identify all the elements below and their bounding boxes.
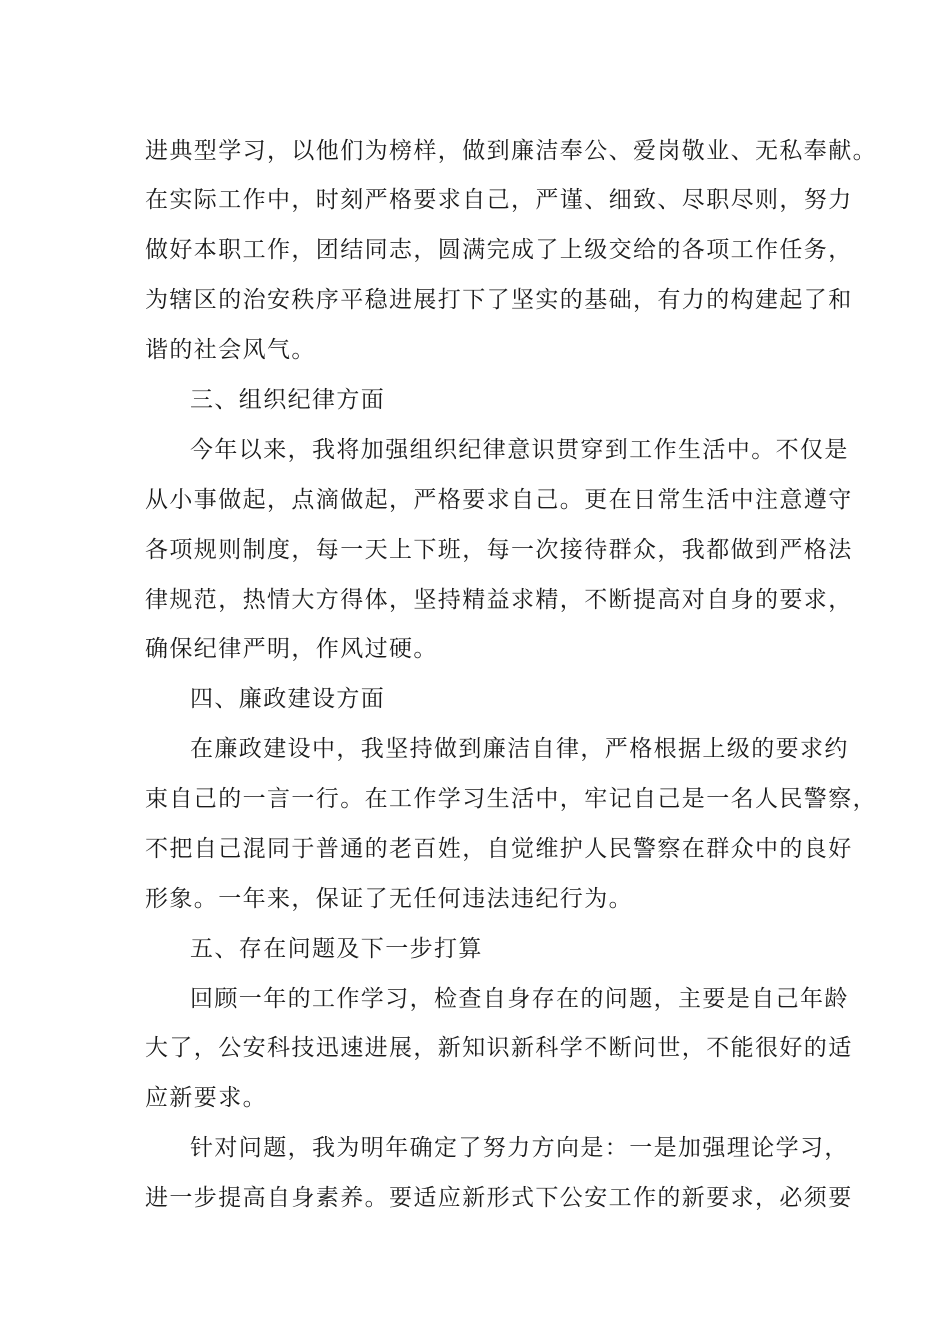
body-text-line: 应新要求。 (145, 1085, 267, 1111)
body-text-line: 形象。一年来，保证了无任何违法违纪行为。 (145, 886, 633, 912)
body-text-line: 针对问题，我为明年确定了努力方向是：一是加强理论学习， (190, 1135, 849, 1161)
body-text-line: 大了，公安科技迅速进展，新知识新科学不断问世，不能很好的适 (145, 1035, 853, 1061)
body-text-line: 进一步提高自身素养。要适应新形式下公安工作的新要求，必须要 (145, 1185, 853, 1211)
body-text-line: 谐的社会风气。 (145, 337, 316, 363)
body-text-line: 在廉政建设中，我坚持做到廉洁自律，严格根据上级的要求约 (190, 736, 849, 762)
section-heading: 四、廉政建设方面 (190, 686, 386, 712)
body-text-line: 从小事做起，点滴做起，严格要求自己。更在日常生活中注意遵守 (145, 487, 853, 513)
section-heading: 五、存在问题及下一步打算 (190, 936, 483, 962)
body-text-line: 在实际工作中，时刻严格要求自己，严谨、细致、尽职尽则，努力 (145, 187, 853, 213)
body-text-line: 确保纪律严明，作风过硬。 (145, 636, 438, 662)
body-text-line: 回顾一年的工作学习，检查自身存在的问题，主要是自己年龄 (190, 986, 849, 1012)
body-text-line: 律规范，热情大方得体，坚持精益求精，不断提高对自身的要求， (145, 587, 853, 613)
body-text-line: 做好本职工作，团结同志，圆满完成了上级交给的各项工作任务， (145, 237, 853, 263)
body-text-line: 进典型学习，以他们为榜样，做到廉洁奉公、爱岗敬业、无私奉献。 (145, 138, 877, 164)
body-text-line: 各项规则制度，每一天上下班，每一次接待群众，我都做到严格法 (145, 537, 853, 563)
section-heading: 三、组织纪律方面 (190, 387, 386, 413)
body-text-line: 为辖区的治安秩序平稳进展打下了坚实的基础，有力的构建起了和 (145, 287, 853, 313)
body-text-line: 不把自己混同于普通的老百姓，自觉维护人民警察在群众中的良好 (145, 836, 853, 862)
body-text-line: 束自己的一言一行。在工作学习生活中，牢记自己是一名人民警察， (145, 786, 877, 812)
body-text-line: 今年以来，我将加强组织纪律意识贯穿到工作生活中。不仅是 (190, 437, 849, 463)
